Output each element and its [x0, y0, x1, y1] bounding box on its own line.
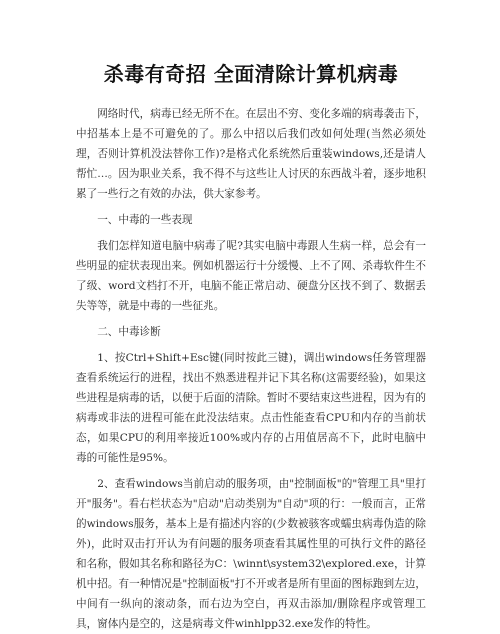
intro-paragraph: 网络时代，病毒已经无所不在。在层出不穷、变化多端的病毒袭击下，中招基本上是不可避免的了。那么中招以后我们改如何处理(当然必须处理，否则计算机没法替你工作)?是格式化系统然后重装windows,还是请人帮忙…。因为职业关系，我不得不与这些让人讨厌的东西战斗着，逐步地积累了一些行之有效的办法，供大家参考。 — [76, 108, 426, 200]
section-heading-symptoms: 一、中毒的一些表现 — [97, 214, 193, 226]
symptoms-paragraph: 我们怎样知道电脑中病毒了呢?其实电脑中毒跟人生病一样，总会有一些明显的症状表现出来。例如机器运行十分缓慢、上不了网、杀毒软件生不了级、word文档打不开，电脑不能正常启动、硬盘分区找不到了、数据丢失等等，就是中毒的一些征兆。 — [76, 240, 426, 312]
document-title: 杀毒有奇招 全面清除计算机病毒 — [103, 62, 399, 86]
diagnosis-item-1: 1、按Ctrl+Shift+Esc键(同时按此三键)，调出windows任务管理器查看系统运行的进程，找出不熟悉进程并记下其名称(这需要经验)，如果这些进程是病毒的话，以便于后面的清除。暂时不要结束这些进程，因为有的病毒或非法的进程可能在此没法结束。点击性能查看CPU和内存的当前状态，如果CPU的利用率接近100%或内存的占用值居高不下，此时电脑中毒的可能性是95%。 — [76, 352, 426, 464]
diagnosis-item-2: 2、查看windows当前启动的服务项，由"控制面板"的"管理工具"里打开"服务"。看右栏状态为"启动"启动类别为"自动"项的行：一般而言，正常的windows服务，基本上是有描述内容的(少数被骇客或蠕虫病毒伪造的除外)，此时双击打开认为有问题的服务项查看其属性里的可执行文件的路径和名称，假如其名称和路径为C：\winnt\system32\explored.exe，计算机中招。有一种情况是"控制面板"打不开或者是所有里面的图标跑到左边，中间有一纵向的滚动条，而右边为空白，再双击添加/删除程序或管理工具，窗体内是空的，这是病毒文件winhlpp32.exe发作的特性。 — [76, 478, 426, 630]
section-heading-diagnosis: 二、中毒诊断 — [97, 326, 161, 338]
